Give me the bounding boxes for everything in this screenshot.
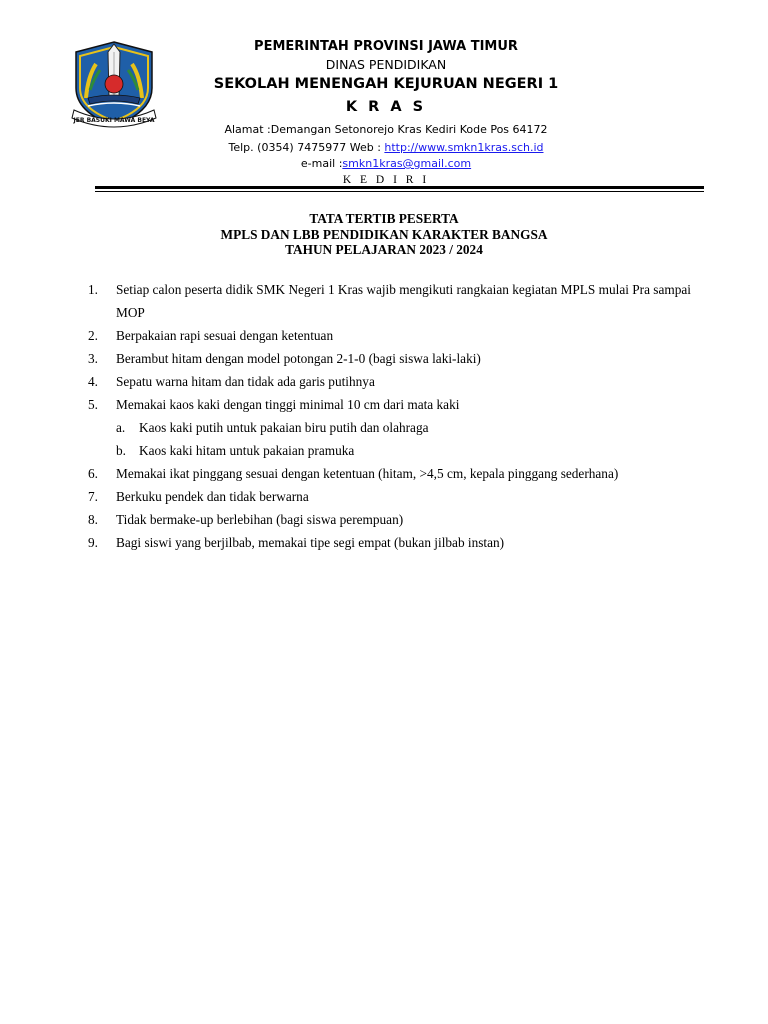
rule-number: 7. [88, 489, 98, 504]
letterhead-divider-thick [95, 186, 704, 189]
rule-item [88, 370, 708, 393]
letterhead [0, 0, 768, 200]
rule-number: 5. [88, 397, 98, 412]
rule-subitem [88, 439, 708, 462]
rule-number: 2. [88, 328, 98, 343]
rule-item [88, 278, 708, 324]
subitem-text: Kaos kaki putih untuk pakaian biru putih dan olahraga [139, 420, 429, 435]
email-link[interactable]: smkn1kras@gmail.com [342, 157, 472, 170]
rule-item [88, 347, 708, 370]
phone-web-line [200, 139, 572, 156]
city-name: K E D I R I [342, 174, 430, 186]
rule-text: Bagi siswi yang berjilbab, memakai tipe segi empat (bukan jilbab instan) [116, 535, 505, 550]
rule-item [88, 531, 708, 554]
document-title [0, 211, 768, 258]
rule-number: 9. [88, 535, 98, 550]
east-java-province-emblem-icon [68, 38, 160, 130]
phone-label: Telp. (0354) 7475977 Web : [228, 141, 385, 154]
rule-item [88, 485, 708, 508]
rule-text: Berpakaian rapi sesuai dengan ketentuan [116, 328, 334, 343]
rule-text: Memakai ikat pinggang sesuai dengan ketentuan (hitam, >4,5 cm, kepala pinggang sederhana) [116, 466, 619, 481]
title-line-3: TAHUN PELAJARAN 2023 / 2024 [285, 242, 483, 257]
subitem-letter: a. [116, 420, 126, 435]
rule-number: 8. [88, 512, 98, 527]
letterhead-text [200, 38, 572, 188]
rule-number: 1. [88, 282, 98, 297]
rule-item [88, 462, 708, 485]
school-name: SEKOLAH MENENGAH KEJURUAN NEGERI 1 [213, 76, 559, 92]
rule-number: 6. [88, 466, 98, 481]
website-link[interactable]: http://www.smkn1kras.sch.id [384, 141, 544, 154]
rule-text: Setiap calon peserta didik SMK Negeri 1 Kras wajib mengikuti rangkaian kegiatan MPLS mulai Pra sampai MOP [116, 282, 691, 320]
rule-item [88, 508, 708, 531]
rule-number: 4. [88, 374, 98, 389]
logo-motto: JER BASUKI MAWA BEYA [73, 117, 155, 124]
rule-text: Tidak bermake-up berlebihan (bagi siswa perempuan) [116, 512, 404, 527]
rule-text: Memakai kaos kaki dengan tinggi minimal 10 cm dari mata kaki [116, 397, 460, 412]
letterhead-divider-thin [95, 191, 704, 192]
department-name: DINAS PENDIDIKAN [325, 57, 447, 72]
school-address: Alamat :Demangan Setonorejo Kras Kediri Kode Pos 64172 [224, 123, 548, 136]
email-line [200, 156, 572, 172]
rule-subitem [88, 416, 708, 439]
rule-item [88, 393, 708, 416]
title-line-1: TATA TERTIB PESERTA [309, 211, 459, 226]
rule-item [88, 324, 708, 347]
rule-number: 3. [88, 351, 98, 366]
rules-list [88, 278, 708, 554]
email-label: e-mail : [300, 157, 343, 170]
subitem-letter: b. [116, 443, 126, 458]
government-name: PEMERINTAH PROVINSI JAWA TIMUR [254, 39, 518, 54]
school-location: K R A S [345, 99, 427, 115]
rule-text: Berambut hitam dengan model potongan 2-1-0 (bagi siswa laki-laki) [116, 351, 481, 366]
title-line-2: MPLS DAN LBB PENDIDIKAN KARAKTER BANGSA [220, 226, 548, 242]
rule-text: Berkuku pendek dan tidak berwarna [116, 489, 309, 504]
rule-text: Sepatu warna hitam dan tidak ada garis putihnya [116, 374, 375, 389]
subitem-text: Kaos kaki hitam untuk pakaian pramuka [139, 443, 355, 458]
